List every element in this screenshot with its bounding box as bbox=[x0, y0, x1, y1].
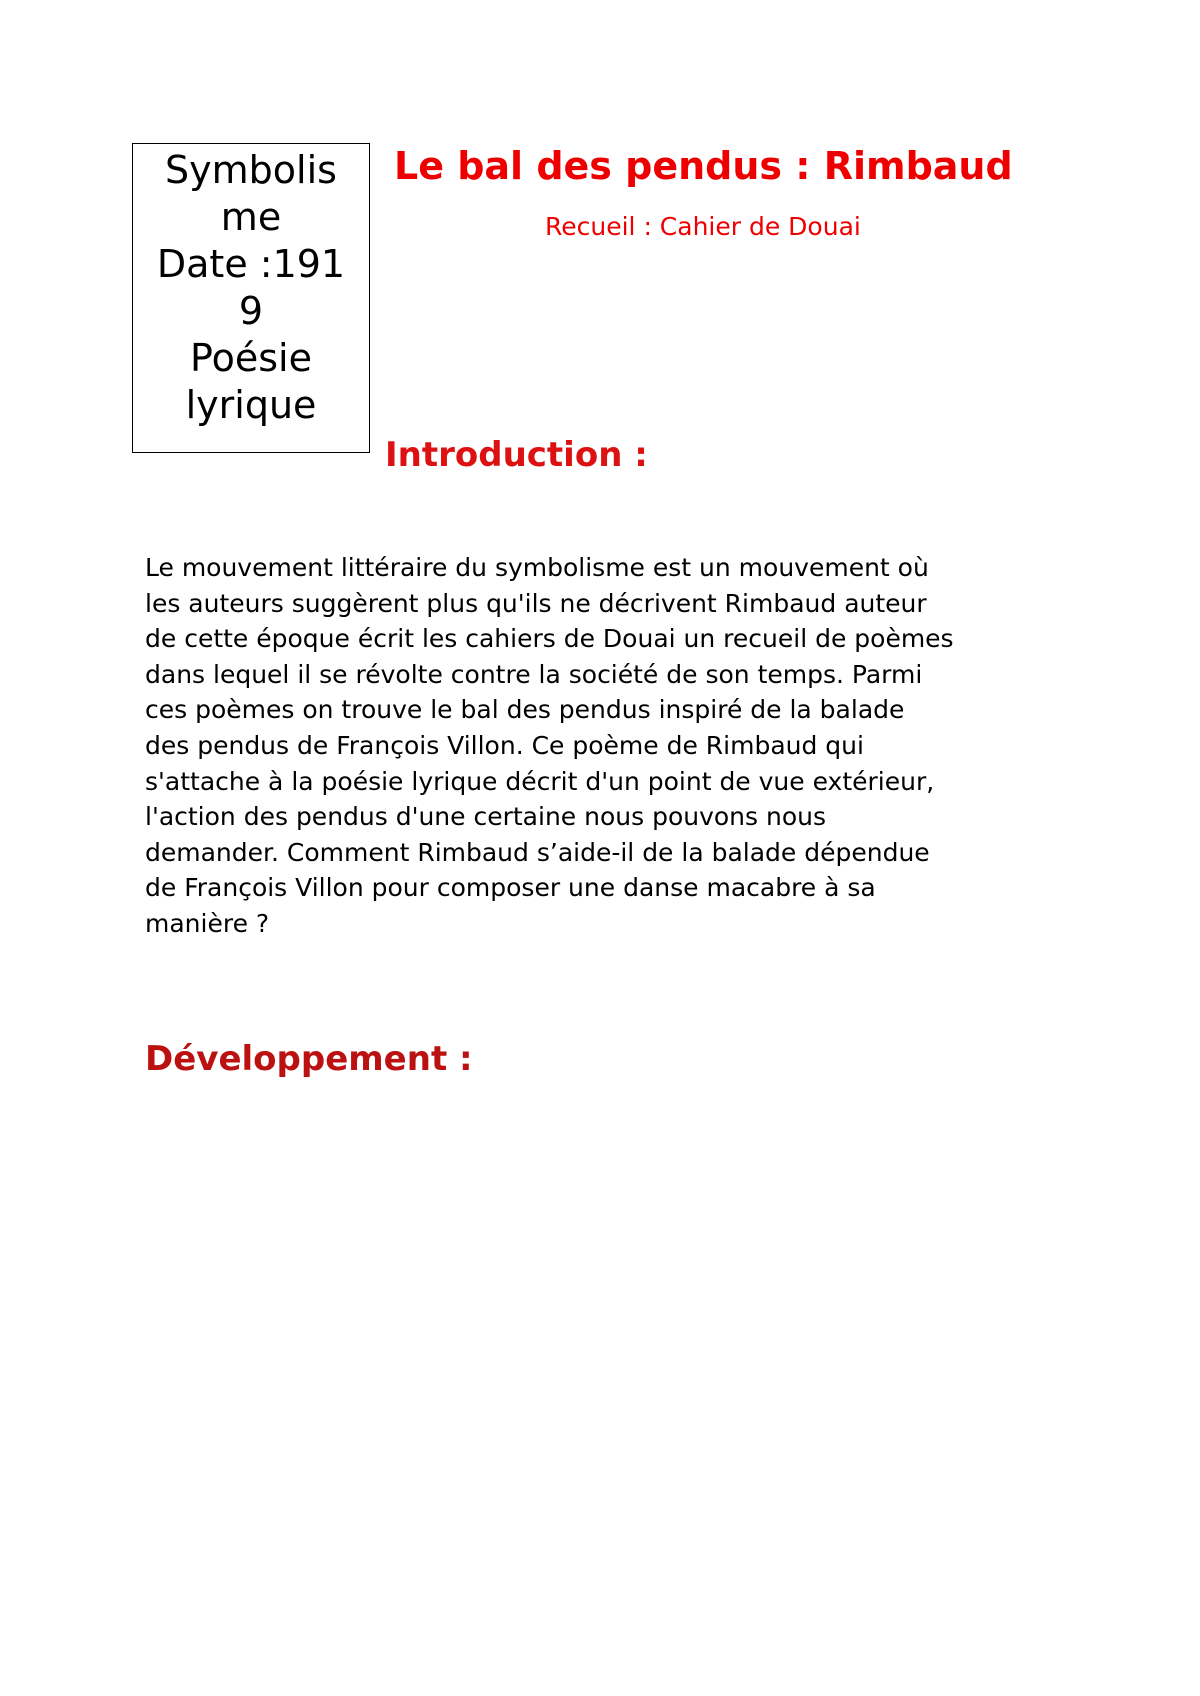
paragraph-line: Le mouvement littéraire du symbolisme est un mouvement où bbox=[145, 553, 929, 582]
paragraph-line: ces poèmes on trouve le bal des pendus inspiré de la balade bbox=[145, 695, 905, 725]
info-box bbox=[132, 143, 370, 453]
info-box-line: Symbolis bbox=[165, 148, 337, 192]
paragraph-line: de cette époque écrit les cahiers de Douai un recueil de poèmes bbox=[145, 624, 954, 654]
paragraph-line: dans lequel il se révolte contre la société de son temps. Parmi bbox=[145, 659, 923, 689]
developpement-heading: Développement : bbox=[145, 1039, 473, 1079]
paragraph-line: s'attache à la poésie lyrique décrit d'un point de vue extérieur, bbox=[145, 766, 935, 796]
document-subtitle: Recueil : Cahier de Douai bbox=[545, 212, 861, 241]
info-box-line: Date :191 bbox=[156, 242, 346, 286]
introduction-paragraph bbox=[145, 550, 1085, 942]
info-box-line: me bbox=[220, 195, 282, 239]
document-title: Le bal des pendus : Rimbaud bbox=[394, 144, 1013, 188]
paragraph-line: manière ? bbox=[145, 908, 270, 938]
introduction-heading: Introduction : bbox=[385, 435, 648, 475]
info-box-line: 9 bbox=[238, 289, 264, 333]
info-box-line: lyrique bbox=[185, 383, 317, 427]
paragraph-line: l'action des pendus d'une certaine nous pouvons nous bbox=[145, 802, 827, 832]
info-box-line: Poésie bbox=[190, 336, 312, 380]
paragraph-line: des pendus de François Villon. Ce poème de Rimbaud qui bbox=[145, 730, 864, 760]
paragraph-line: les auteurs suggèrent plus qu'ils ne décrivent Rimbaud auteur bbox=[145, 588, 927, 618]
paragraph-line: demander. Comment Rimbaud s’aide-il de la balade dépendue bbox=[145, 837, 930, 867]
paragraph-line: de François Villon pour composer une danse macabre à sa bbox=[145, 873, 876, 903]
